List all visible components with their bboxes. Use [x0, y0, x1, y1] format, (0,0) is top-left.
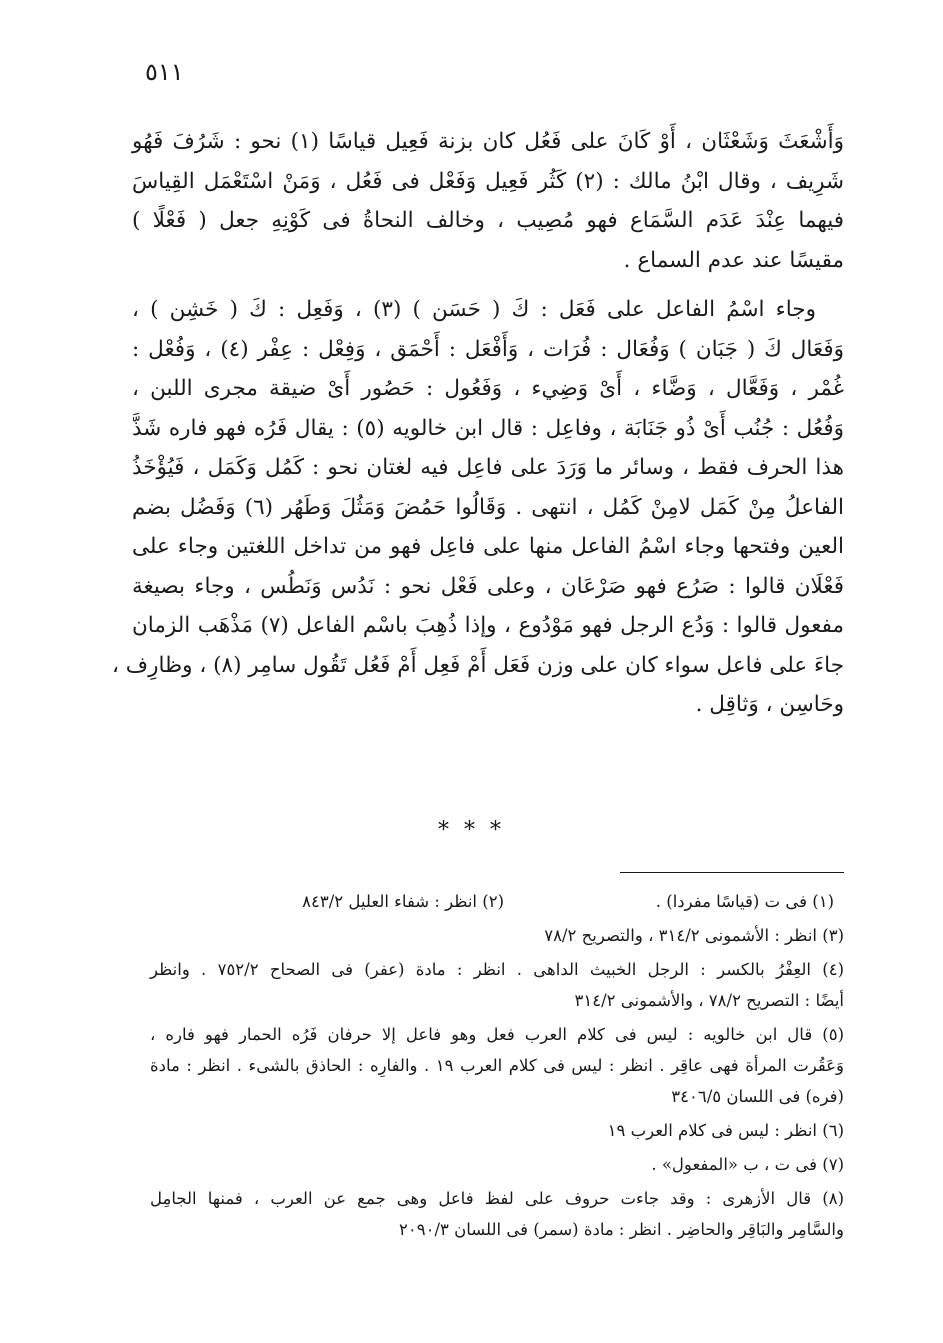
footnote-line: (٥) قال ابن خالويه : ليس فى كلام العرب فعل وهو فاعل إلا حرفان فَرُه الحمار فهو فاره ،: [150, 1025, 844, 1044]
footnote-line: (٣) انظر : الأشمونى ٣١٤/٢ ، والتصريح ٧٨/٢: [544, 926, 844, 945]
footnote-2: (٢) انظر : شفاء العليل ٨٤٣/٢: [302, 892, 504, 911]
footnotes: [150, 886, 844, 1245]
text-line: فيهما عِنْدَ عَدَم السَّمَاع فهو مُصِيب ، وخالف النحاةُ فى كَوْنِهِ جعل ( فَعْلًا ): [132, 208, 844, 233]
main-text: [112, 122, 844, 725]
text-line: وحَاسِن ، وَثاقِل .: [695, 692, 844, 717]
paragraph-2: [112, 290, 844, 725]
footnote-line: (٦) انظر : ليس فى كلام العرب ١٩: [607, 1121, 844, 1140]
footnote-6: [150, 1115, 844, 1146]
text-line: الفاعلُ مِنْ كَمَل لامِنْ كَمُل ، انتهى . وَقَالُوا حَمُضَ وَمَثُلَ وَطَهُر (٦) وَفَضُل بضم: [132, 494, 844, 520]
page-number: ٥١١: [145, 58, 184, 86]
footnote-1: (١) فى ت (قياسًا مفردا) .: [655, 892, 834, 911]
section-separator: * * *: [438, 818, 505, 843]
text-line: هذا الحرف فقط ، وسائر ما وَرَدَ على فاعِل فيه لغتان نحو : كَمُل وَكَمَل ، فَيُؤْخَذُ: [132, 455, 844, 480]
text-line: جاءَ على فاعل سواء كان على وزن فَعَل أَمْ فَعِل أَمْ فَعُل تَقُول سامِر (٨) ، وظارِف ،: [112, 652, 844, 678]
text-line: العين وفتحها وجاء اسْمُ الفاعل منها على فاعِل فهو من تداخل اللغتين وجاء على: [132, 534, 844, 559]
text-line: وَفُعُل : جُنُب أَىْ ذُو جَنَابَة ، وفاعِل : قال ابن خالويه (٥) : يقال فَرُه فهو فاره شَذَّ: [132, 415, 844, 441]
footnote-8: [150, 1183, 844, 1245]
text-line: غُمْر ، وَفَعَّال ، وَضَّاء ، أَىْ وَضِيء ، وَفَعُول : حَصُور أَىْ ضيقة مجرى اللبن ،: [132, 376, 844, 401]
footnote-line: (٤) العِفْرُ بالكسر : الرجل الخبيث الداهى . انظر : مادة (عفر) فى الصحاح ٧٥٢/٢ . وانظر: [150, 960, 844, 979]
footnote-4: [150, 954, 844, 1016]
text-line: وَفَعَال كَ ( جَبَان ) وَفُعَال : فُرَات ، وَأَفْعَل : أَحْمَق ، وَفِعْل : عِفْر (٤) ، وَفُعْل :: [132, 336, 844, 362]
text-line: فَعْلَان قالوا : صَرُع فهو صَرْعَان ، وعلى فَعْل نحو : نَدُس وَنَطُس ، وجاء بصيغة: [132, 573, 844, 599]
text-line: مفعول قالوا : وَدُع الرجل فهو مَوْدُوع ، وإذا ذُهِبَ باسْم الفاعل (٧) مَذْهَب الزمان: [132, 613, 844, 638]
footnote-7: [150, 1149, 844, 1180]
footnote-3: [150, 920, 844, 951]
footnote-line: وَعَقُرت المرأة فهى عاقِر . انظر : ليس فى كلام العرب ١٩ . والفارِه : الحاذق بالشىء . انظر : مادة: [150, 1056, 844, 1075]
footnote-line: (٨) قال الأزهرى : وقد جاءت حروف على لفظ فاعل وهى جمع عن العرب ، فمنها الجامِل: [150, 1189, 844, 1208]
text-line: مقيسًا عند عدم السماع .: [623, 247, 844, 273]
footnote-line: والسَّامِر والبَاقِر والحاضِر . انظر : مادة (سمر) فى اللسان ٢٠٩٠/٣: [399, 1220, 844, 1239]
footnote-row: [150, 886, 844, 917]
text-line: وجاء اسْمُ الفاعل على فَعَل : كَ ( حَسَن ) (٣) ، وَفَعِل : كَ ( خَشِن ) ،: [132, 297, 816, 322]
footnote-5: [150, 1019, 844, 1112]
text-line: وَأَشْعَثَ وَشَعْثَان ، أَوْ كَانَ على فَعُل كان بزنة فَعِيل قياسًا (١) نحو : شَرُفَ فَهُو: [132, 129, 844, 154]
footnote-rule: [620, 872, 844, 873]
paragraph-1: [132, 122, 844, 280]
footnote-line: (فره) فى اللسان ٣٤٠٦/٥: [671, 1087, 844, 1106]
footnote-line: (٧) فى ت ، ب «المفعول» .: [651, 1155, 844, 1174]
text-line: شَرِيف ، وقال ابْنُ مالك : (٢) كَثُر فَعِيل وَفَعْل فى فَعُل ، وَمَنْ اسْتَعْمَل القِياسَ: [132, 168, 844, 194]
footnote-line: أيضًا : التصريح ٧٨/٢ ، والأشمونى ٣١٤/٢: [574, 991, 844, 1010]
